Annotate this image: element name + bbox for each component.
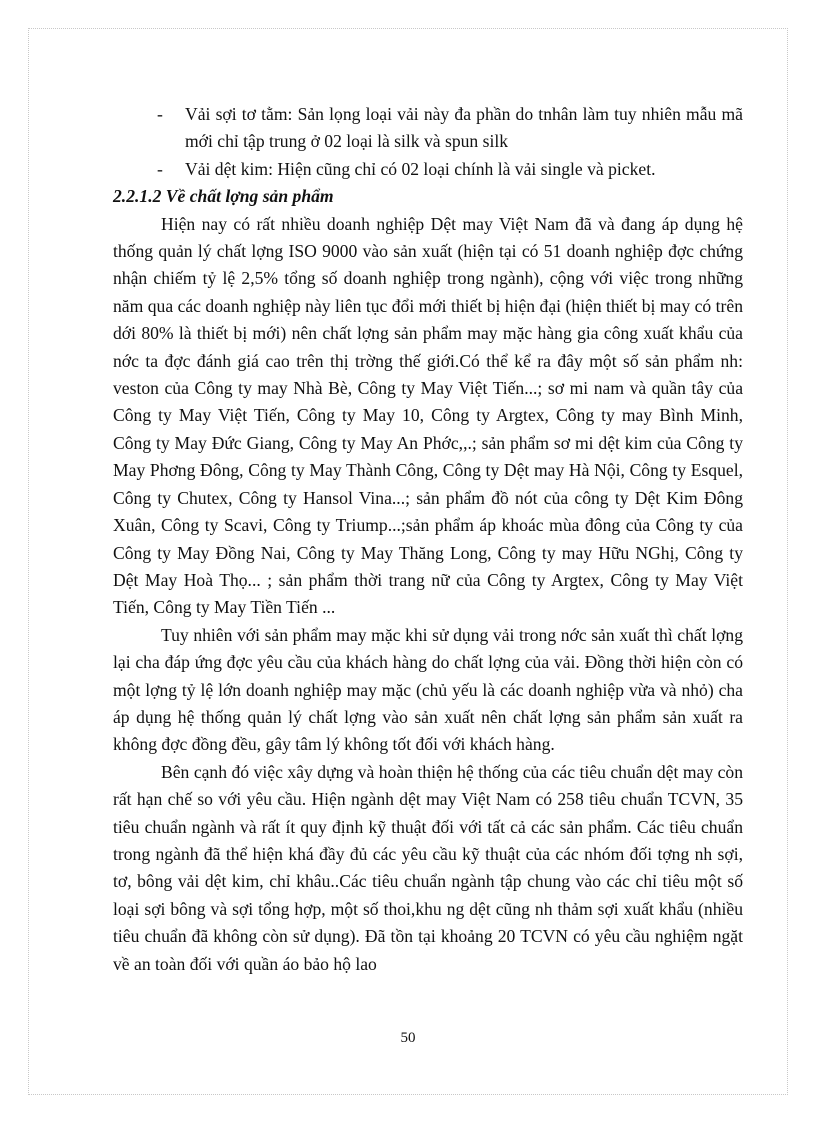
paragraph-domestic-fabric: Tuy nhiên với sản phẩm may mặc khi sử dụng vải trong nớc sản xuất thì chất lợng lại cha đáp ứng đợc yêu cầu của khách hàng do chất lợng của vải. Đồng thời hiện còn có một lợng tỷ lệ lớn doanh nghiệp may mặc (chủ yếu là các doanh nghiệp vừa và nhỏ) cha áp dụng hệ thống quản lý chất lợng vào sản xuất nên chất lợng sản phẩm sản xuất ra không đợc đồng đều, gây tâm lý không tốt đối với khách hàng. [113, 624, 743, 755]
bullet-text: Vải dệt kim: Hiện cũng chỉ có 02 loại chính là vải single và picket. [185, 158, 656, 179]
page-border-left [28, 28, 29, 1095]
page-number: 50 [400, 1030, 416, 1046]
bullet-dash: - [157, 158, 163, 179]
bullet-dash: - [157, 104, 163, 124]
page-content [113, 101, 743, 978]
bullet-item-knit [113, 156, 743, 183]
page-border-right [787, 28, 788, 1095]
bullet-item-silk [113, 101, 743, 156]
page-border-bottom [28, 1094, 788, 1095]
paragraph-quality-overview: Hiện nay có rất nhiều doanh nghiệp Dệt may Việt Nam đã và đang áp dụng hệ thống quản lý chất lợng ISO 9000 vào sản xuất (hiện tại có 51 doanh nghiệp đợc chứng nhận chiếm tỷ lệ 2,5% tổng số doanh nghiệp trong ngành), cộng với việc trong những năm qua các doanh nghiệp này liên tục đổi mới thiết bị hiện đại (hiện thiết bị may có trên dới 80% là thiết bị mới) nên chất lợng sản phẩm may mặc hàng gia công xuất khẩu của nớc ta đợc đánh giá cao trên thị trờng thế giới.Có thể kể ra đây một số sản phẩm nh: veston của Công ty may Nhà Bè, Công ty May Việt Tiến...; sơ mi nam và quần tây của Công ty May Việt Tiến, Công ty May 10, Công ty Argtex, Công ty may Bình Minh, Công ty May Đức Giang, Công ty May An Phớc,,.; sản phẩm sơ mi dệt kim của Công ty May Phơng Đông, Công ty May Thành Công, Công ty Dệt may Hà Nội, Công ty Esquel, Công ty Chutex, Công ty Hansol Vina...; sản phẩm đồ nót của công ty Dệt Kim Đông Xuân, Công ty Scavi, Công ty Triump...;sản phẩm áp khoác mùa đông của Công ty của Công ty May Đồng Nai, Công ty May Thăng Long, Công ty may Hữu NGhị, Công ty Dệt May Hoà Thọ... ; sản phẩm thời trang nữ của Công ty Argtex, Công ty May Việt Tiến, Công ty May Tiền Tiến ... [113, 213, 743, 618]
bullet-text: Vải sợi tơ tằm: Sản lọng loại vải này đa phần do tnhân làm tuy nhiên mẫu mã mới chỉ tập trung ở 02 loại là silk và spun silk [185, 104, 743, 152]
paragraph-standards: Bên cạnh đó việc xây dựng và hoàn thiện hệ thống của các tiêu chuẩn dệt may còn rất hạn chế so với yêu cầu. Hiện ngành dệt may Việt Nam có 258 tiêu chuẩn TCVN, 35 tiêu chuẩn ngành và rất ít quy định kỹ thuật đối với tất cả các sản phẩm. Các tiêu chuẩn trong ngành đã thể hiện khá đầy đủ các yêu cầu kỹ thuật của các nhóm đối tợng nh sợi, tơ, bông vải dệt kim, chỉ khâu..Các tiêu chuẩn ngành tập chung vào các chỉ tiêu một số loại sợi bông và sợi tổng hợp, một số thoi,khu ng dệt cũng nh thảm sợi xuất khẩu (nhiều tiêu chuẩn đã không còn sử dụng). Đã tồn tại khoảng 20 TCVN có yêu cầu nghiệm ngặt về an toàn đối với quần áo bảo hộ lao [113, 761, 743, 974]
page-border-top [28, 28, 788, 29]
section-heading: 2.2.1.2 Về chất lợng sản phẩm [113, 186, 334, 207]
